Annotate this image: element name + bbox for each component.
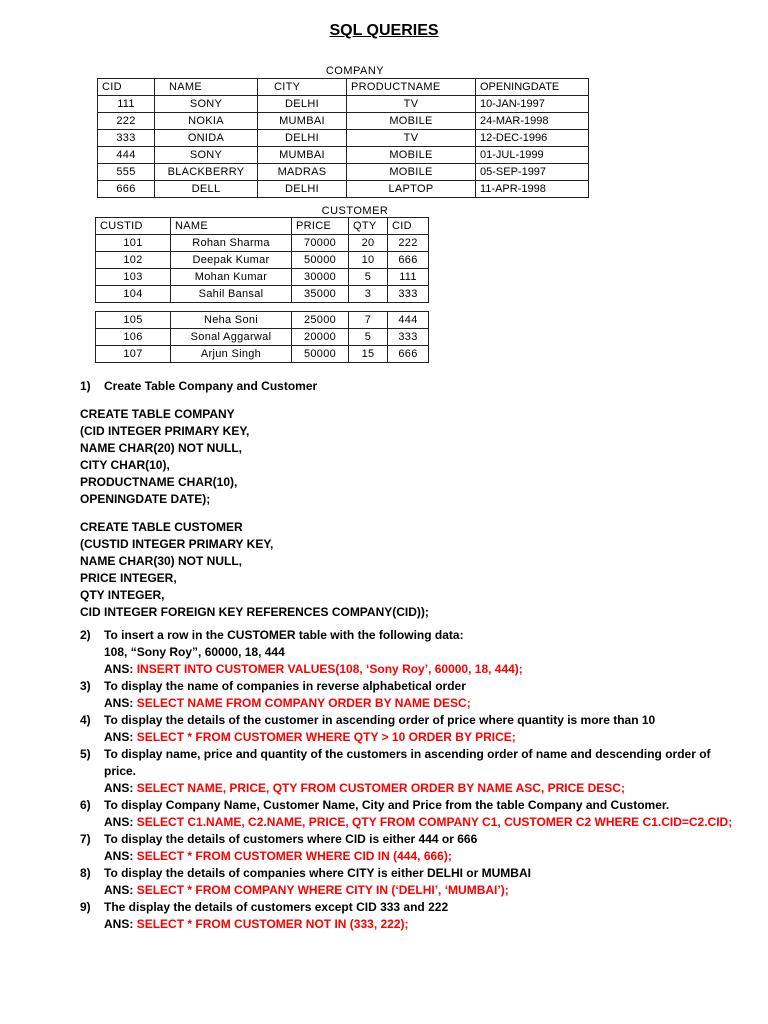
customer-cell: 50000: [292, 252, 349, 269]
company-cell: 333: [98, 130, 155, 147]
company-cell: ONIDA: [155, 130, 258, 147]
customer-row: [96, 286, 429, 303]
customer-cell: 666: [388, 346, 429, 363]
question-text: To display Company Name, Customer Name, City and Price from the table Company and Customer.: [104, 798, 670, 812]
question-2: [80, 627, 740, 678]
customer-cell: 15: [349, 346, 388, 363]
answer-sql: SELECT * FROM CUSTOMER WHERE QTY > 10 ORDER BY PRICE;: [136, 730, 516, 744]
question-list: [80, 627, 740, 933]
company-row: [98, 130, 589, 147]
sql-line: (CID INTEGER PRIMARY KEY,: [80, 424, 250, 438]
customer-cell: 25000: [292, 312, 349, 329]
customer-cell: Sonal Aggarwal: [171, 329, 292, 346]
company-cell: NOKIA: [155, 113, 258, 130]
company-cell: SONY: [155, 147, 258, 164]
customer-cell: Rohan Sharma: [171, 235, 292, 252]
company-cell: 24-MAR-1998: [476, 113, 589, 130]
company-table: [97, 78, 589, 198]
customer-header-price: PRICE: [292, 218, 349, 235]
question-4: [80, 712, 740, 746]
question-number: 3): [80, 679, 91, 693]
answer-label: ANS:: [104, 883, 134, 897]
company-row: [98, 96, 589, 113]
customer-row: [96, 346, 429, 363]
customer-table: [95, 217, 429, 303]
answer-line: [104, 882, 740, 899]
question-text: To display the details of companies where CITY is either DELHI or MUMBAI: [104, 866, 531, 880]
company-cell: DELHI: [258, 96, 347, 113]
company-cell: 05-SEP-1997: [476, 164, 589, 181]
answer-label: ANS:: [104, 849, 134, 863]
answer-sql: SELECT * FROM CUSTOMER WHERE CID IN (444, 666);: [136, 849, 452, 863]
answer-label: ANS:: [104, 815, 134, 829]
question-text: To display the details of customers where CID is either 444 or 666: [104, 832, 478, 846]
answer-sql: SELECT * FROM COMPANY WHERE CITY IN (‘DELHI’, ‘MUMBAI’);: [136, 883, 509, 897]
customer-cell: Deepak Kumar: [171, 252, 292, 269]
sql-line: QTY INTEGER,: [80, 588, 165, 602]
customer-cell: 444: [388, 312, 429, 329]
customer-cell: 222: [388, 235, 429, 252]
company-cell: DELHI: [258, 181, 347, 198]
question-7: [80, 831, 740, 865]
company-cell: MADRAS: [258, 164, 347, 181]
question-6: [80, 797, 740, 831]
customer-row: [96, 235, 429, 252]
customer-row: [96, 312, 429, 329]
company-cell: DELHI: [258, 130, 347, 147]
sql-line: CITY CHAR(10),: [80, 458, 170, 472]
company-cell: MUMBAI: [258, 113, 347, 130]
customer-cell: 333: [388, 329, 429, 346]
company-cell: BLACKBERRY: [155, 164, 258, 181]
question-text: To insert a row in the CUSTOMER table with the following data:: [104, 628, 464, 642]
sql-line: OPENINGDATE DATE);: [80, 492, 211, 506]
sql-line: CREATE TABLE COMPANY: [80, 407, 235, 421]
question-number: 2): [80, 628, 91, 642]
company-cell: MOBILE: [347, 164, 476, 181]
sql-line: (CUSTID INTEGER PRIMARY KEY,: [80, 537, 274, 551]
question-number: 7): [80, 832, 91, 846]
customer-cell: 333: [388, 286, 429, 303]
customer-row: [96, 252, 429, 269]
customer-cell: 5: [349, 269, 388, 286]
company-header-cid: CID: [98, 79, 155, 96]
answer-sql: SELECT NAME, PRICE, QTY FROM CUSTOMER ORDER BY NAME ASC, PRICE DESC;: [136, 781, 625, 795]
company-cell: 555: [98, 164, 155, 181]
questions-section: [80, 378, 740, 933]
company-cell: 666: [98, 181, 155, 198]
company-header-name: NAME: [155, 79, 258, 96]
company-cell: LAPTOP: [347, 181, 476, 198]
customer-cell: 111: [388, 269, 429, 286]
answer-line: [104, 780, 740, 797]
company-row: [98, 113, 589, 130]
company-cell: TV: [347, 130, 476, 147]
create-company-sql: [80, 406, 740, 508]
company-cell: MOBILE: [347, 113, 476, 130]
sql-line: CID INTEGER FOREIGN KEY REFERENCES COMPANY(CID));: [80, 605, 429, 619]
customer-cell: 105: [96, 312, 171, 329]
answer-line: [104, 729, 740, 746]
company-cell: 10-JAN-1997: [476, 96, 589, 113]
customer-header-custid: CUSTID: [96, 218, 171, 235]
customer-cell: 7: [349, 312, 388, 329]
answer-label: ANS:: [104, 917, 134, 931]
customer-cell: Arjun Singh: [171, 346, 292, 363]
customer-table-caption: CUSTOMER: [321, 205, 389, 217]
company-table-caption: COMPANY: [325, 65, 385, 77]
answer-line: [104, 848, 740, 865]
company-cell: MOBILE: [347, 147, 476, 164]
company-row: [98, 164, 589, 181]
question-number: 6): [80, 798, 91, 812]
answer-label: ANS:: [104, 730, 134, 744]
customer-cell: 10: [349, 252, 388, 269]
customer-header-name: NAME: [171, 218, 292, 235]
question-text: To display the details of the customer in ascending order of price where quantity is more than 10: [104, 713, 656, 727]
company-cell: 11-APR-1998: [476, 181, 589, 198]
customer-header-row: [96, 218, 429, 235]
create-customer-sql: [80, 519, 740, 621]
customer-cell: Mohan Kumar: [171, 269, 292, 286]
customer-cell: Sahil Bansal: [171, 286, 292, 303]
customer-cell: 3: [349, 286, 388, 303]
question-text: To display name, price and quantity of the customers in ascending order of name and descending order of price.: [104, 747, 711, 778]
company-row: [98, 147, 589, 164]
answer-sql: SELECT * FROM CUSTOMER NOT IN (333, 222);: [136, 917, 409, 931]
question-9: [80, 899, 740, 933]
company-header-city: CITY: [258, 79, 347, 96]
answer-line: [104, 916, 740, 933]
customer-cell: 104: [96, 286, 171, 303]
answer-line: [104, 661, 740, 678]
question-text: The display the details of customers except CID 333 and 222: [104, 900, 449, 914]
company-cell: 12-DEC-1996: [476, 130, 589, 147]
sql-line: PRODUCTNAME CHAR(10),: [80, 475, 238, 489]
customer-cell: 102: [96, 252, 171, 269]
question-8: [80, 865, 740, 899]
customer-cell: 101: [96, 235, 171, 252]
customer-cell: 666: [388, 252, 429, 269]
company-cell: 111: [98, 96, 155, 113]
question-data: 108, “Sony Roy”, 60000, 18, 444: [104, 645, 285, 659]
customer-cell: 35000: [292, 286, 349, 303]
question-number: 5): [80, 747, 91, 761]
customer-cell: 107: [96, 346, 171, 363]
answer-line: [104, 814, 740, 831]
company-header-openingdate: OPENINGDATE: [476, 79, 589, 96]
answer-sql: SELECT NAME FROM COMPANY ORDER BY NAME DESC;: [136, 696, 471, 710]
sql-line: NAME CHAR(30) NOT NULL,: [80, 554, 242, 568]
answer-sql: SELECT C1.NAME, C2.NAME, PRICE, QTY FROM COMPANY C1, CUSTOMER C2 WHERE C1.CID=C2.CID;: [136, 815, 733, 829]
customer-cell: 70000: [292, 235, 349, 252]
company-header-productname: PRODUCTNAME: [347, 79, 476, 96]
question-1: [80, 378, 740, 395]
answer-label: ANS:: [104, 696, 134, 710]
customer-header-qty: QTY: [349, 218, 388, 235]
question-text: Create Table Company and Customer: [104, 379, 318, 393]
customer-cell: 106: [96, 329, 171, 346]
page-title: SQL QUERIES: [329, 22, 439, 39]
question-number: 8): [80, 866, 91, 880]
question-number: 9): [80, 900, 91, 914]
question-number: 1): [80, 379, 91, 393]
company-cell: 222: [98, 113, 155, 130]
answer-label: ANS:: [104, 781, 134, 795]
company-cell: MUMBAI: [258, 147, 347, 164]
company-cell: 01-JUL-1999: [476, 147, 589, 164]
company-row: [98, 181, 589, 198]
customer-row: [96, 269, 429, 286]
question-text: To display the name of companies in reverse alphabetical order: [104, 679, 466, 693]
sql-line: PRICE INTEGER,: [80, 571, 177, 585]
customer-cell: 103: [96, 269, 171, 286]
company-cell: TV: [347, 96, 476, 113]
question-5: [80, 746, 740, 797]
customer-header-cid: CID: [388, 218, 429, 235]
customer-table-continued: [95, 311, 429, 363]
company-cell: 444: [98, 147, 155, 164]
company-cell: SONY: [155, 96, 258, 113]
sql-line: NAME CHAR(20) NOT NULL,: [80, 441, 242, 455]
company-cell: DELL: [155, 181, 258, 198]
company-header-row: [98, 79, 589, 96]
question-number: 4): [80, 713, 91, 727]
customer-cell: 20: [349, 235, 388, 252]
answer-label: ANS:: [104, 662, 134, 676]
sql-line: CREATE TABLE CUSTOMER: [80, 520, 243, 534]
customer-cell: 5: [349, 329, 388, 346]
customer-cell: 30000: [292, 269, 349, 286]
customer-cell: 50000: [292, 346, 349, 363]
customer-cell: 20000: [292, 329, 349, 346]
answer-sql: INSERT INTO CUSTOMER VALUES(108, ‘Sony Roy’, 60000, 18, 444);: [136, 662, 523, 676]
customer-cell: Neha Soni: [171, 312, 292, 329]
customer-row: [96, 329, 429, 346]
answer-line: [104, 695, 740, 712]
question-3: [80, 678, 740, 712]
